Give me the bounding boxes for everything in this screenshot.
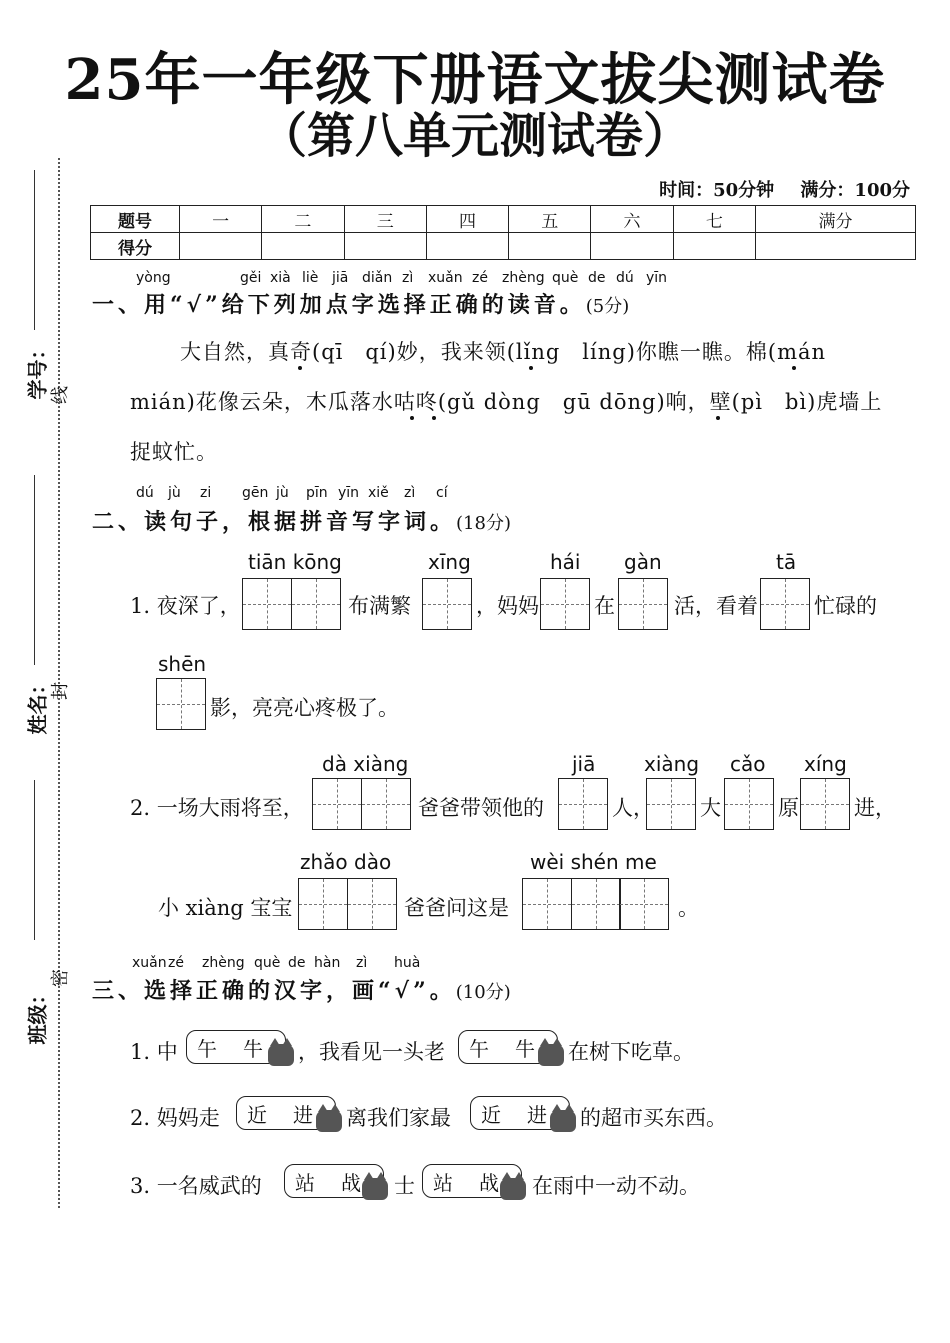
header-cell: 一 <box>180 206 262 233</box>
choice-option[interactable]: 近 <box>481 1102 501 1127</box>
q3-item1-mid: ，我看见一头老 <box>298 1040 445 1064</box>
header-cell: 题号 <box>91 206 180 233</box>
header-cell: 满分 <box>755 206 915 233</box>
score-cell[interactable] <box>673 233 755 260</box>
s1-text: 在 <box>594 594 615 618</box>
q3-score: (10分) <box>455 982 511 1003</box>
choice-option[interactable]: 午 <box>469 1036 489 1061</box>
header-cell: 七 <box>673 206 755 233</box>
s1-text: 活，看着 <box>674 594 758 618</box>
q2-heading: 二、读句子，根据拼音写字词。(18分) <box>92 509 511 535</box>
writing-grid[interactable] <box>558 778 608 830</box>
score-cell[interactable] <box>180 233 262 260</box>
q1-line3: 捉蚊忙。 <box>130 440 218 464</box>
cat-icon <box>538 1044 564 1066</box>
pinyin-ta: tā <box>776 550 797 574</box>
s2-text: 爸爸问这是 <box>404 896 509 920</box>
class-label: 班级： <box>25 984 50 1045</box>
pinyin-daxiang: dà xiàng <box>322 752 409 776</box>
score-cell[interactable] <box>509 233 591 260</box>
s2-text: 人， <box>612 796 654 820</box>
cat-icon <box>362 1178 388 1200</box>
cat-icon <box>550 1110 576 1132</box>
choice-option[interactable]: 近 <box>247 1102 267 1127</box>
pinyin-xing2: xíng <box>804 752 847 776</box>
emphasis-dot <box>432 416 436 420</box>
pinyin-cao: cǎo <box>730 752 766 776</box>
header-cell: 三 <box>344 206 426 233</box>
s1-text: 忙碌的 <box>814 594 877 618</box>
q3-item3-num: 3. 一名威武的 <box>130 1174 262 1198</box>
s2-text: 小 xiàng 宝宝 <box>158 896 293 920</box>
q3-item2-num: 2. 妈妈走 <box>130 1106 220 1130</box>
header-cell: 四 <box>426 206 508 233</box>
score-cell[interactable] <box>755 233 915 260</box>
s2-num: 2. 一场大雨将至， <box>130 796 304 820</box>
emphasis-dot <box>792 366 796 370</box>
name-line <box>34 475 35 665</box>
score-table-row <box>91 233 916 260</box>
s1-text: ，妈妈 <box>476 594 539 618</box>
s2-text: 。 <box>678 896 699 920</box>
choice-option[interactable]: 进 <box>527 1102 547 1127</box>
emphasis-dot <box>410 416 414 420</box>
choice-option[interactable]: 站 <box>433 1170 453 1195</box>
writing-grid[interactable] <box>800 778 850 830</box>
choice-option[interactable]: 牛 <box>515 1036 535 1061</box>
score-table-header <box>91 206 916 233</box>
pinyin-xiang: xiàng <box>644 752 700 776</box>
q3-item2-mid: 离我们家最 <box>346 1106 451 1130</box>
student-no-line <box>34 170 35 330</box>
q1-score: (5分) <box>585 296 630 317</box>
q3-item1-end: 在树下吃草。 <box>568 1040 694 1064</box>
choice-option[interactable]: 午 <box>197 1036 217 1061</box>
writing-grid[interactable] <box>724 778 774 830</box>
q1-line2: mián)花像云朵，木瓜落水咕咚(gǔ dòng gū dōng)响，壁(pì bì)虎墙上 <box>130 390 883 414</box>
q3-item3-mid: 士 <box>394 1174 415 1198</box>
emphasis-dot <box>298 366 302 370</box>
s2-text: 进， <box>854 796 896 820</box>
exam-title: 25年一年级下册语文拔尖测试卷 <box>64 47 886 113</box>
s1-text: 布满繁 <box>348 594 411 618</box>
q1-line1: 大自然，真奇(qī qí)妙，我来领(lǐng líng)你瞧一瞧。棉(mán <box>180 340 827 364</box>
score-table <box>90 205 916 260</box>
writing-grid[interactable] <box>312 778 411 830</box>
binding-char-seal: 封 <box>50 682 71 700</box>
cat-icon <box>500 1178 526 1200</box>
student-no-label: 学号： <box>25 339 50 400</box>
s1-text: 影，亮亮心疼极了。 <box>210 696 399 720</box>
writing-grid[interactable] <box>760 578 810 630</box>
q3-item3-end: 在雨中一动不动。 <box>532 1174 700 1198</box>
pinyin-zhaodao: zhǎo dào <box>300 850 392 874</box>
exam-meta <box>639 176 910 202</box>
pinyin-hai: hái <box>550 550 581 574</box>
s2-text: 爸爸带领他的 <box>418 796 544 820</box>
writing-grid[interactable] <box>422 578 472 630</box>
pinyin-jia: jiā <box>572 752 596 776</box>
pinyin-tiankong: tiān kōng <box>248 550 342 574</box>
pinyin-shen: shēn <box>158 652 207 676</box>
name-label: 姓名： <box>25 674 50 735</box>
time-label: 时间：50分钟 <box>659 180 775 201</box>
header-cell: 六 <box>591 206 673 233</box>
row-label: 得分 <box>91 233 180 260</box>
choice-option[interactable]: 战 <box>341 1170 361 1195</box>
s2-text: 原 <box>778 796 799 820</box>
cat-icon <box>268 1044 294 1066</box>
choice-option[interactable]: 站 <box>295 1170 315 1195</box>
choice-option[interactable]: 牛 <box>243 1036 263 1061</box>
writing-grid[interactable] <box>242 578 341 630</box>
binding-char-secret: 密 <box>50 969 71 987</box>
pinyin-gan: gàn <box>624 550 662 574</box>
writing-grid[interactable] <box>540 578 590 630</box>
q2-score: (18分) <box>456 513 511 534</box>
q3-item1-num: 1. 中 <box>130 1040 178 1064</box>
class-line <box>34 780 35 940</box>
choice-option[interactable]: 战 <box>479 1170 499 1195</box>
q3-heading: 三、选择正确的汉字，画“√”。(10分) <box>92 978 511 1004</box>
choice-option[interactable]: 进 <box>293 1102 313 1127</box>
writing-grid[interactable] <box>618 578 668 630</box>
header-cell: 五 <box>509 206 591 233</box>
q1-heading: 一、用“√”给下列加点字选择正确的读音。(5分) <box>92 292 630 318</box>
score-cell[interactable] <box>426 233 508 260</box>
pinyin-weishenme: wèi shén me <box>530 850 657 874</box>
writing-grid[interactable] <box>646 778 696 830</box>
q3-item2-end: 的超市买东西。 <box>580 1106 727 1130</box>
score-cell[interactable] <box>591 233 673 260</box>
writing-grid[interactable] <box>522 878 669 930</box>
pinyin-xing: xīng <box>428 550 471 574</box>
score-cell[interactable] <box>262 233 344 260</box>
header-cell: 二 <box>262 206 344 233</box>
cat-icon <box>316 1110 342 1132</box>
emphasis-dot <box>716 416 720 420</box>
exam-subtitle: （第八单元测试卷） <box>258 108 691 164</box>
full-score-label: 满分：100分 <box>800 180 910 201</box>
score-cell[interactable] <box>344 233 426 260</box>
s1-num: 1. 夜深了， <box>130 594 241 618</box>
writing-grid[interactable] <box>156 678 206 730</box>
s2-text: 大 <box>700 796 721 820</box>
writing-grid[interactable] <box>298 878 397 930</box>
binding-char-line: 线 <box>50 386 71 404</box>
emphasis-dot <box>529 366 533 370</box>
